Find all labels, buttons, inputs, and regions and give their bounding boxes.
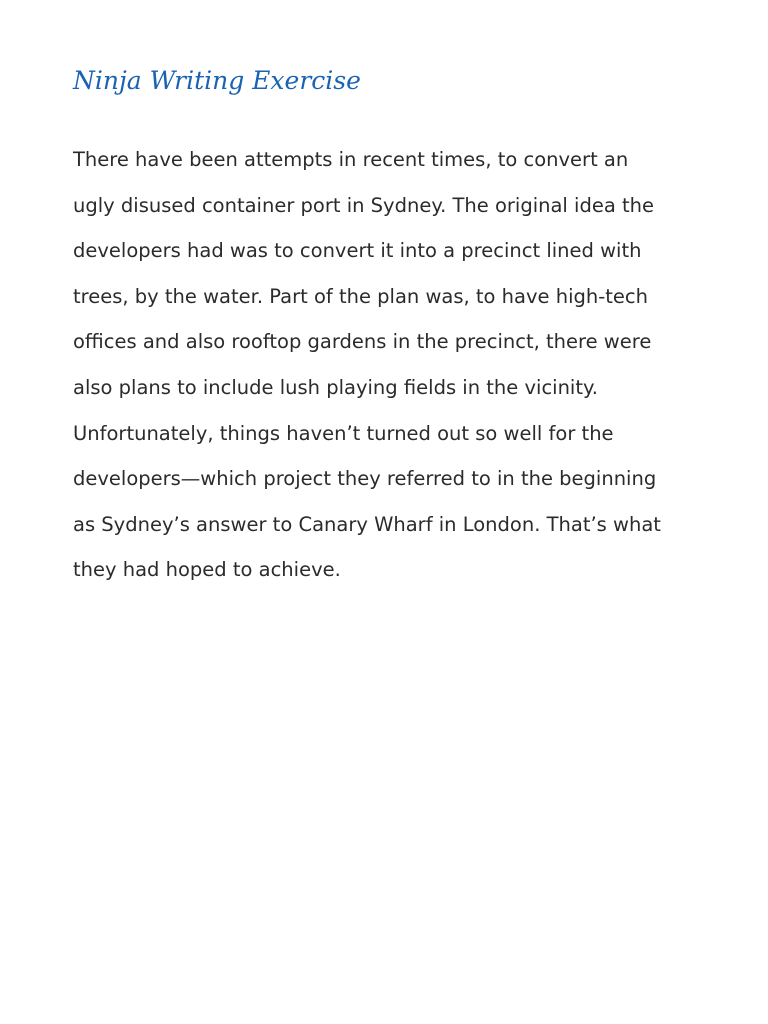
paragraph-line: they had hoped to achieve. (73, 558, 341, 582)
paragraph-line: developers—which project they referred to in the beginning (73, 467, 657, 491)
paragraph-line: offices and also rooftop gardens in the precinct, there were (73, 330, 652, 354)
body-paragraph (73, 137, 713, 593)
paragraph-line: ugly disused container port in Sydney. The original idea the (73, 193, 654, 217)
page-title: Ninja Writing Exercise (73, 66, 361, 95)
paragraph-line: trees, by the water. Part of the plan was, to have high-tech (73, 284, 649, 308)
paragraph-line: also plans to include lush playing fields in the vicinity. (73, 375, 598, 399)
paragraph-line: Unfortunately, things haven’t turned out so well for the (73, 421, 614, 445)
paragraph-line: developers had was to convert it into a precinct lined with (73, 239, 642, 263)
paragraph-line: as Sydney’s answer to Canary Wharf in London. That’s what (73, 512, 661, 536)
paragraph-line: There have been attempts in recent times, to convert an (73, 148, 629, 171)
